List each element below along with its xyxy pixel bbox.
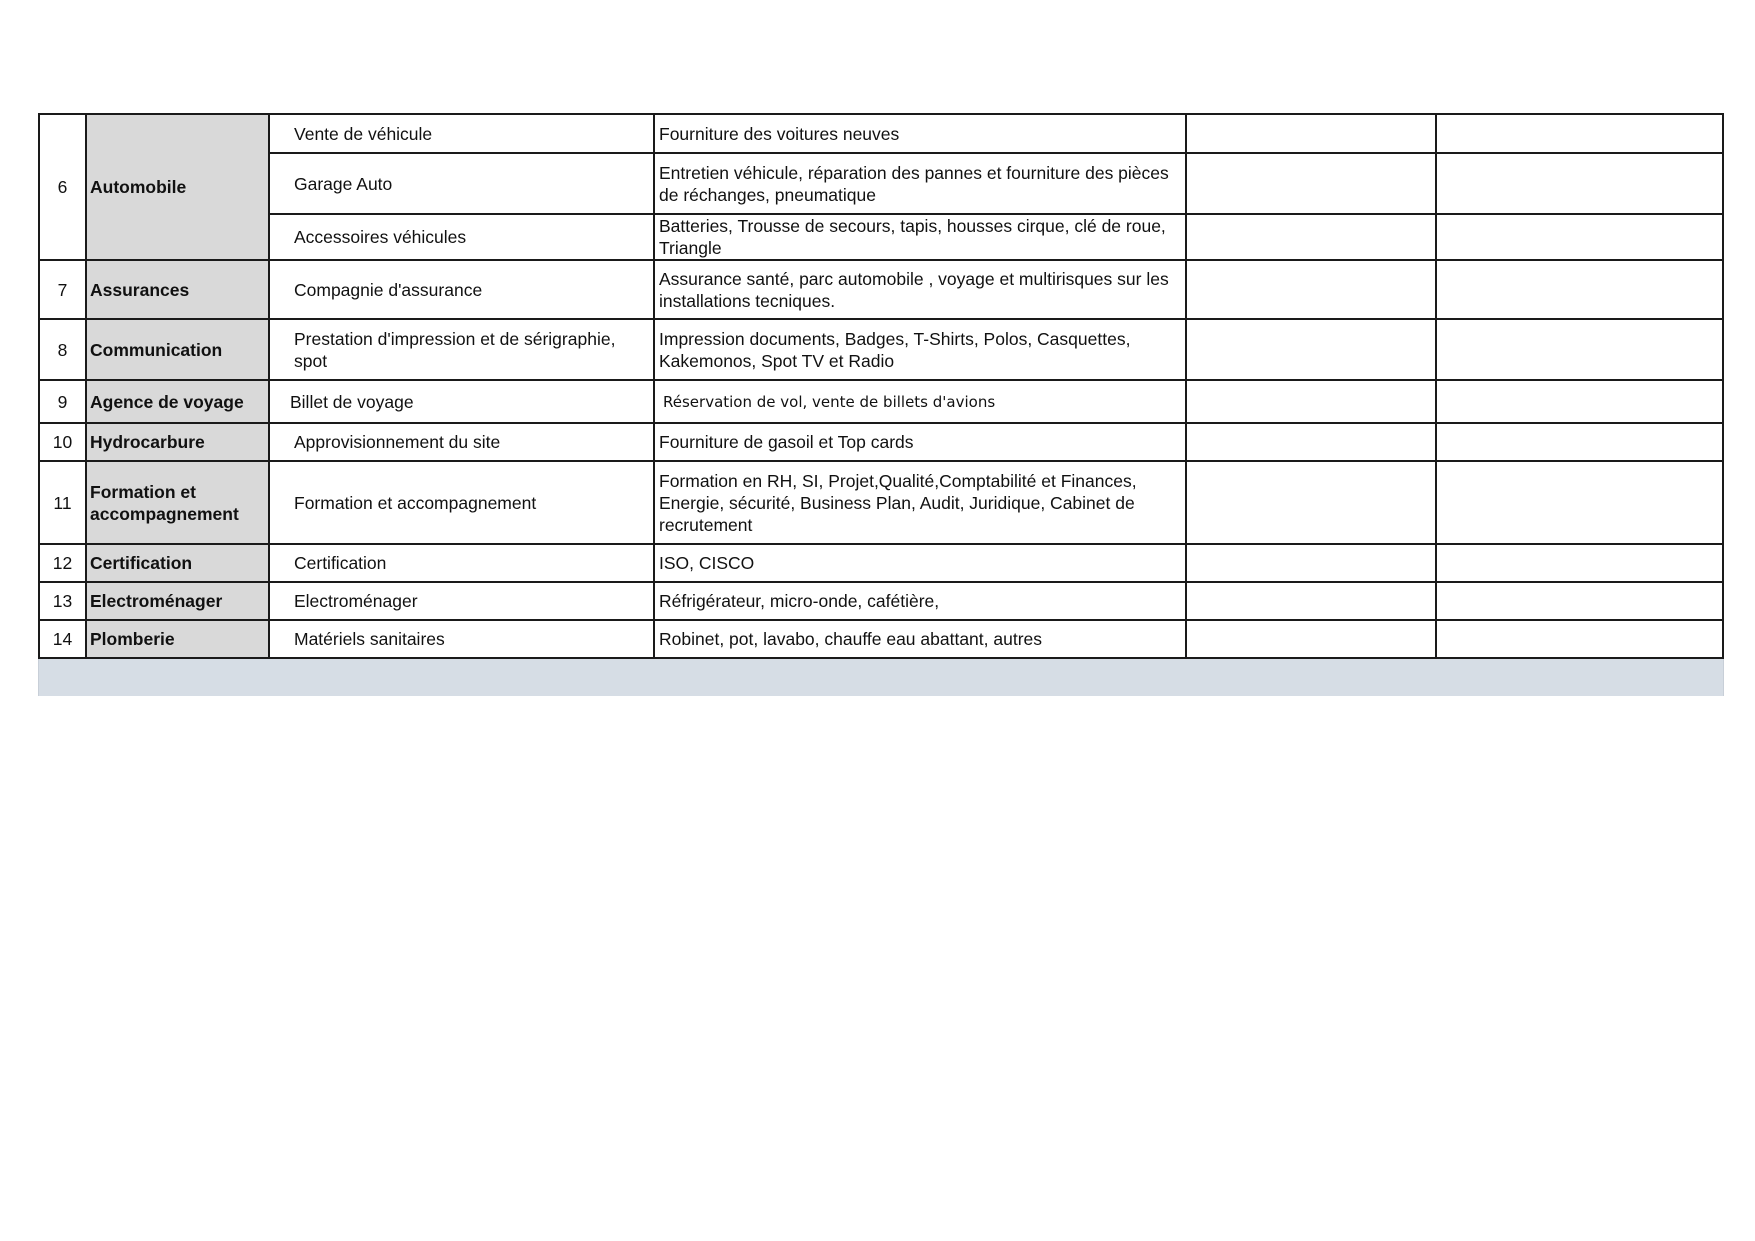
empty-cell bbox=[1436, 114, 1723, 153]
empty-cell bbox=[1436, 260, 1723, 319]
supplier-category-sheet bbox=[38, 113, 1722, 696]
empty-cell bbox=[1436, 620, 1723, 658]
empty-cell bbox=[1436, 582, 1723, 620]
category-cell: Communication bbox=[86, 319, 269, 380]
empty-cell bbox=[1186, 582, 1436, 620]
supplier-category-table bbox=[38, 113, 1724, 659]
table-row bbox=[39, 620, 1723, 658]
description-cell: Réfrigérateur, micro-onde, cafétière, bbox=[654, 582, 1186, 620]
empty-cell bbox=[1186, 544, 1436, 582]
empty-cell bbox=[1186, 380, 1436, 423]
empty-cell bbox=[1436, 544, 1723, 582]
table-row bbox=[39, 153, 1723, 214]
empty-cell bbox=[1436, 423, 1723, 461]
description-cell: Entretien véhicule, réparation des pannes et fourniture des pièces de réchanges, pneumatique bbox=[654, 153, 1186, 214]
description-cell: Batteries, Trousse de secours, tapis, housses cirque, clé de roue, Triangle bbox=[654, 214, 1186, 260]
table-row bbox=[39, 319, 1723, 380]
empty-cell bbox=[1186, 114, 1436, 153]
category-cell: Plomberie bbox=[86, 620, 269, 658]
row-number: 7 bbox=[39, 260, 86, 319]
description-cell: Formation en RH, SI, Projet,Qualité,Comptabilité et Finances, Energie, sécurité, Business Plan, Audit, Juridique, Cabinet de recrutement bbox=[654, 461, 1186, 544]
description-cell: ISO, CISCO bbox=[654, 544, 1186, 582]
empty-cell bbox=[1436, 153, 1723, 214]
description-cell: Impression documents, Badges, T-Shirts, Polos, Casquettes, Kakemonos, Spot TV et Radio bbox=[654, 319, 1186, 380]
item-cell: Approvisionnement du site bbox=[269, 423, 654, 461]
row-number: 14 bbox=[39, 620, 86, 658]
empty-cell bbox=[1436, 380, 1723, 423]
table-row bbox=[39, 380, 1723, 423]
empty-cell bbox=[1186, 153, 1436, 214]
category-cell: Assurances bbox=[86, 260, 269, 319]
item-cell: Formation et accompagnement bbox=[269, 461, 654, 544]
footer-band bbox=[38, 659, 1724, 696]
description-cell: Fourniture des voitures neuves bbox=[654, 114, 1186, 153]
item-cell: Billet de voyage bbox=[269, 380, 654, 423]
row-number: 13 bbox=[39, 582, 86, 620]
empty-cell bbox=[1186, 461, 1436, 544]
item-cell: Electroménager bbox=[269, 582, 654, 620]
empty-cell bbox=[1186, 620, 1436, 658]
row-number: 11 bbox=[39, 461, 86, 544]
table-row bbox=[39, 461, 1723, 544]
row-number: 6 bbox=[39, 114, 86, 260]
description-cell: Assurance santé, parc automobile , voyage et multirisques sur les installations tecniques. bbox=[654, 260, 1186, 319]
item-cell: Accessoires véhicules bbox=[269, 214, 654, 260]
item-cell: Matériels sanitaires bbox=[269, 620, 654, 658]
empty-cell bbox=[1186, 319, 1436, 380]
row-number: 10 bbox=[39, 423, 86, 461]
table-row bbox=[39, 214, 1723, 260]
item-cell: Prestation d'impression et de sérigraphie, spot bbox=[269, 319, 654, 380]
empty-cell bbox=[1436, 319, 1723, 380]
item-cell: Compagnie d'assurance bbox=[269, 260, 654, 319]
category-cell: Automobile bbox=[86, 114, 269, 260]
table-row bbox=[39, 114, 1723, 153]
row-number: 8 bbox=[39, 319, 86, 380]
description-cell: Réservation de vol, vente de billets d'avions bbox=[654, 380, 1186, 423]
description-cell: Robinet, pot, lavabo, chauffe eau abattant, autres bbox=[654, 620, 1186, 658]
table-row bbox=[39, 544, 1723, 582]
category-cell: Agence de voyage bbox=[86, 380, 269, 423]
row-number: 9 bbox=[39, 380, 86, 423]
category-cell: Certification bbox=[86, 544, 269, 582]
category-cell: Electroménager bbox=[86, 582, 269, 620]
empty-cell bbox=[1436, 461, 1723, 544]
category-cell: Hydrocarbure bbox=[86, 423, 269, 461]
description-cell: Fourniture de gasoil et Top cards bbox=[654, 423, 1186, 461]
empty-cell bbox=[1186, 423, 1436, 461]
empty-cell bbox=[1436, 214, 1723, 260]
item-cell: Certification bbox=[269, 544, 654, 582]
row-number: 12 bbox=[39, 544, 86, 582]
item-cell: Garage Auto bbox=[269, 153, 654, 214]
category-cell: Formation et accompagnement bbox=[86, 461, 269, 544]
table-row bbox=[39, 423, 1723, 461]
empty-cell bbox=[1186, 260, 1436, 319]
item-cell: Vente de véhicule bbox=[269, 114, 654, 153]
table-row bbox=[39, 260, 1723, 319]
table-row bbox=[39, 582, 1723, 620]
empty-cell bbox=[1186, 214, 1436, 260]
